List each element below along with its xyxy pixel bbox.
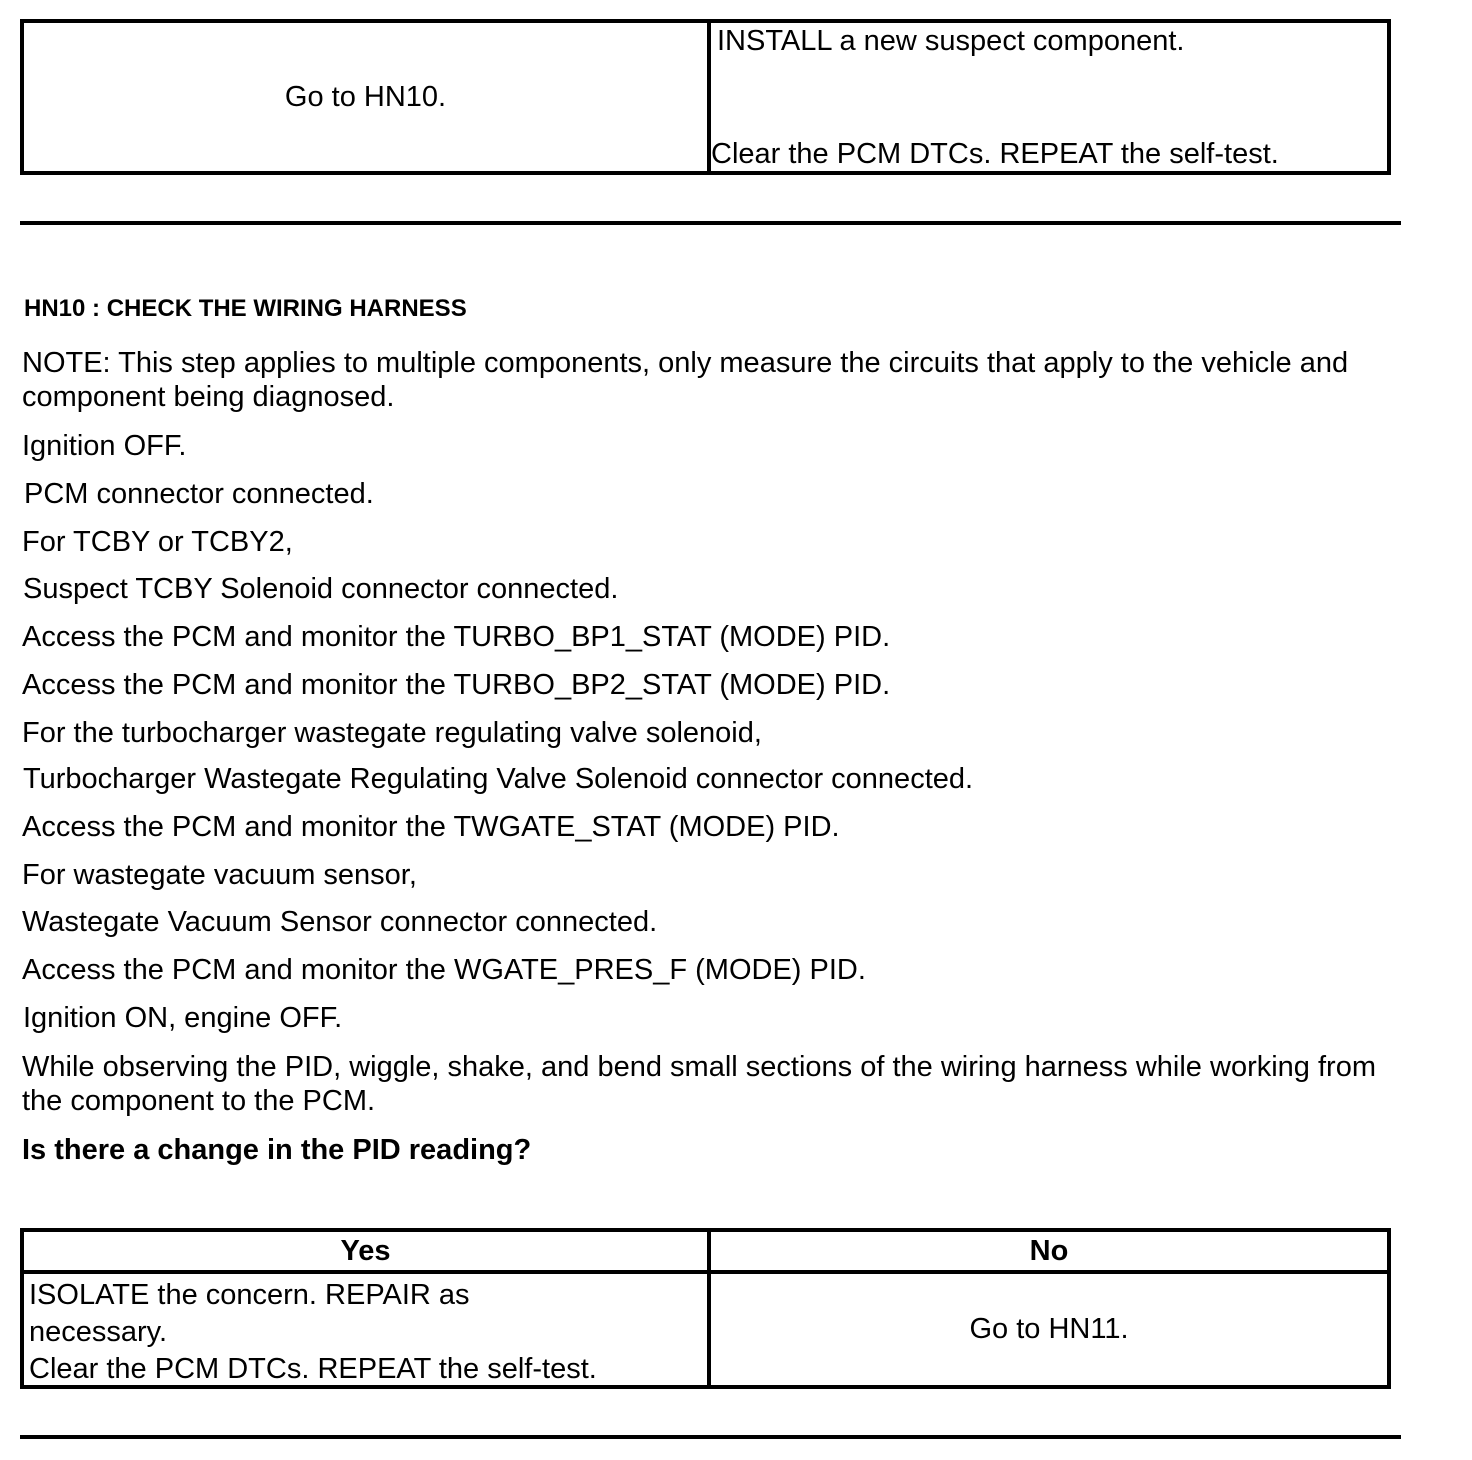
step-heading: HN10 : CHECK THE WIRING HARNESS xyxy=(24,295,467,322)
yes-cell xyxy=(29,1277,704,1388)
top-result-table xyxy=(20,19,1391,175)
yes-no-result-table xyxy=(20,1228,1391,1389)
no-header-label: No xyxy=(1029,1234,1069,1267)
step-wiggle-test: While observing the PID, wiggle, shake, and bend small sections of the wiring harness while working from the component to the PCM. xyxy=(22,1051,1376,1117)
top-left-cell xyxy=(24,23,707,171)
yes-line-2: necessary. xyxy=(29,1316,168,1348)
no-header xyxy=(711,1232,1387,1270)
step-pcm-connector: PCM connector connected. xyxy=(24,478,374,510)
clear-dtc-instruction: Clear the PCM DTCs. REPEAT the self-test. xyxy=(711,138,1279,170)
step-ignition-off: Ignition OFF. xyxy=(22,430,187,462)
goto-hn11-text: Go to HN11. xyxy=(969,1313,1129,1345)
step-for-wastegate-solenoid: For the turbocharger wastegate regulating valve solenoid, xyxy=(22,717,762,749)
step-monitor-bp2: Access the PCM and monitor the TURBO_BP2_STAT (MODE) PID. xyxy=(22,669,891,701)
section-rule-bottom xyxy=(20,1435,1401,1439)
yes-header xyxy=(24,1232,707,1270)
step-monitor-twgate: Access the PCM and monitor the TWGATE_STAT (MODE) PID. xyxy=(22,811,840,843)
install-instruction: INSTALL a new suspect component. xyxy=(717,25,1185,57)
step-vacuum-sensor-connector: Wastegate Vacuum Sensor connector connected. xyxy=(22,906,658,938)
step-tcby-connector: Suspect TCBY Solenoid connector connected. xyxy=(23,573,619,605)
diagnostic-question: Is there a change in the PID reading? xyxy=(22,1134,532,1166)
step-for-vacuum-sensor: For wastegate vacuum sensor, xyxy=(22,859,417,891)
step-monitor-bp1: Access the PCM and monitor the TURBO_BP1_STAT (MODE) PID. xyxy=(22,621,891,653)
goto-hn10-text: Go to HN10. xyxy=(284,80,447,113)
yes-line-1: ISOLATE the concern. REPAIR as xyxy=(29,1279,470,1311)
step-ignition-on: Ignition ON, engine OFF. xyxy=(23,1002,343,1034)
note-step: NOTE: This step applies to multiple components, only measure the circuits that apply to the vehicle and component being diagnosed. xyxy=(22,347,1349,413)
step-monitor-wgate-pres: Access the PCM and monitor the WGATE_PRES_F (MODE) PID. xyxy=(22,954,866,986)
no-cell xyxy=(711,1274,1387,1385)
step-for-tcby: For TCBY or TCBY2, xyxy=(22,526,293,558)
yes-header-label: Yes xyxy=(340,1234,391,1267)
section-rule-top xyxy=(20,221,1401,225)
step-wastegate-solenoid-connector: Turbocharger Wastegate Regulating Valve Solenoid connector connected. xyxy=(23,763,974,795)
yes-line-3: Clear the PCM DTCs. REPEAT the self-test. xyxy=(29,1353,597,1385)
